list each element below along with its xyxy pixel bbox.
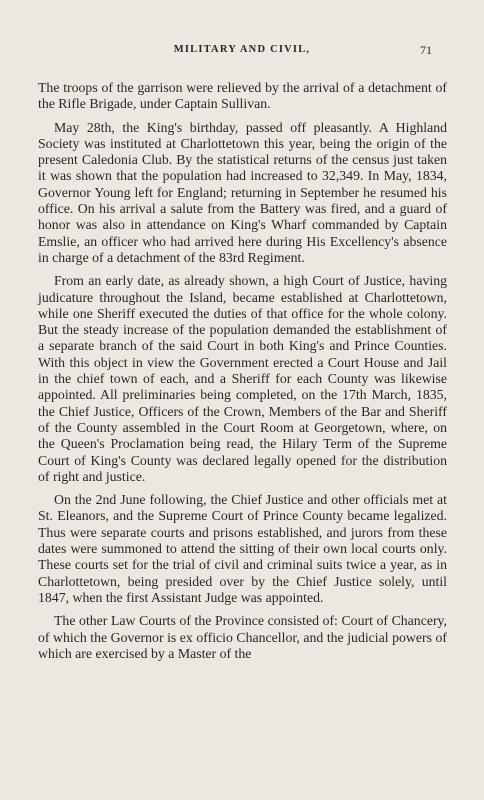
paragraph-5: The other Law Courts of the Province consisted of: Court of Chancery, of which the Governor is ex officio Chancellor, and the judicial powers of which are exercised by a Master of the bbox=[38, 613, 447, 661]
page-header bbox=[0, 44, 484, 60]
paragraph-2: May 28th, the King's birthday, passed off pleasantly. A Highland Society was instituted at Charlottetown this year, being the origin of the present Caledonia Club. By the statistical returns of the census just taken it was shown that the population had increased to 32,349. In May, 1834, Governor Young left for England; returning in September he resumed his office. On his arrival a salute from the Battery was fired, and a guard of honor was also in attendance on King's Wharf commanded by Captain Emslie, an officer who had arrived here during His Excellency's absence in charge of a detachment of the 83rd Regiment. bbox=[38, 119, 447, 265]
body-text bbox=[38, 80, 447, 669]
running-head: MILITARY AND CIVIL, bbox=[173, 44, 311, 55]
paragraph-4: On the 2nd June following, the Chief Justice and other officials met at St. Eleanors, and the Supreme Court of Prince County became legalized. Thus were separate courts and prisons established, and jurors from these dates were summoned to attend the sitting of their own local courts only. These courts set for the trial of civil and criminal suits twice a year, as in Charlottetown, being presided over by the Chief Justice solely, until 1847, when the first Assistant Judge was appointed. bbox=[38, 492, 447, 605]
paragraph-3: From an early date, as already shown, a high Court of Justice, having judicature throughout the Island, became established at Charlottetown, while one Sheriff executed the duties of that office for the whole colony. But the steady increase of the population demanded the establishment of a separate branch of the said Court in both King's and Prince Counties. With this object in view the Government erected a Court House and Jail in the chief town of each, and a Sheriff for each County was likewise appointed. All preliminaries being completed, on the 17th March, 1835, the Chief Justice, Officers of the Crown, Members of the Bar and Sheriff of the County assembled in the Court Room at Georgetown, where, on the Queen's Proclamation being read, the Hilary Term of the Supreme Court of King's County was declared legally opened for the distribution of right and justice. bbox=[38, 273, 447, 484]
paragraph-1: The troops of the garrison were relieved by the arrival of a detachment of the Rifle Brigade, under Captain Sullivan. bbox=[38, 80, 447, 112]
page-number: 71 bbox=[420, 43, 432, 57]
